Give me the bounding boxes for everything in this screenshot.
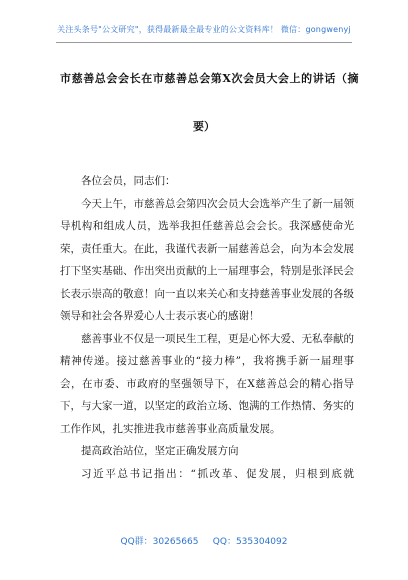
- body-paragraph: 慈善事业不仅是一项民生工程，更是心怀大爱、无私奉献的精神传递。接过慈善事业的“接力棒”，我将携手新一届理事会，在市委、市政府的坚强领导下，在X慈善总会的精心指导下，与大家一道，以坚定的政治立场、饱满的工作热情、务实的工作作风，扎实推进我市慈善事业高质量发展。: [60, 332, 354, 435]
- document-body: [60, 170, 354, 485]
- section-heading: 提高政治站位，坚定正确发展方向: [81, 445, 239, 457]
- header-banner: 关注头条号"公文研究"，获得最新最全最专业的公文资料库！ 微信：gongwenyj: [57, 25, 351, 34]
- body-paragraph: 今天上午，市慈善总会第四次会员大会选举产生了新一届领导机构和组成人员，选举我担任慈善总会会长。我深感使命光荣，责任重大。在此，我谨代表新一届慈善总会，向为本会发展打下坚实基础、作出突出贡献的上一届理事会，特别是张泽民会长表示崇高的敬意！向一直以来关心和支持慈善事业发展的各级领导和社会各界爱心人士表示衷心的感谢！: [60, 197, 354, 322]
- salutation: 各位会员，同志们：: [81, 175, 176, 187]
- document-title-continuation: 要）: [193, 120, 215, 133]
- document-title: 市慈善总会会长在市慈善总会第X次会员大会上的讲话（摘: [60, 72, 360, 85]
- footer-contact: QQ群：30265665 QQ：535304092: [120, 537, 288, 547]
- header-divider: [56, 42, 352, 43]
- body-paragraph: 习近平总书记指出：“抓改革、促发展，归根到底就: [81, 467, 354, 480]
